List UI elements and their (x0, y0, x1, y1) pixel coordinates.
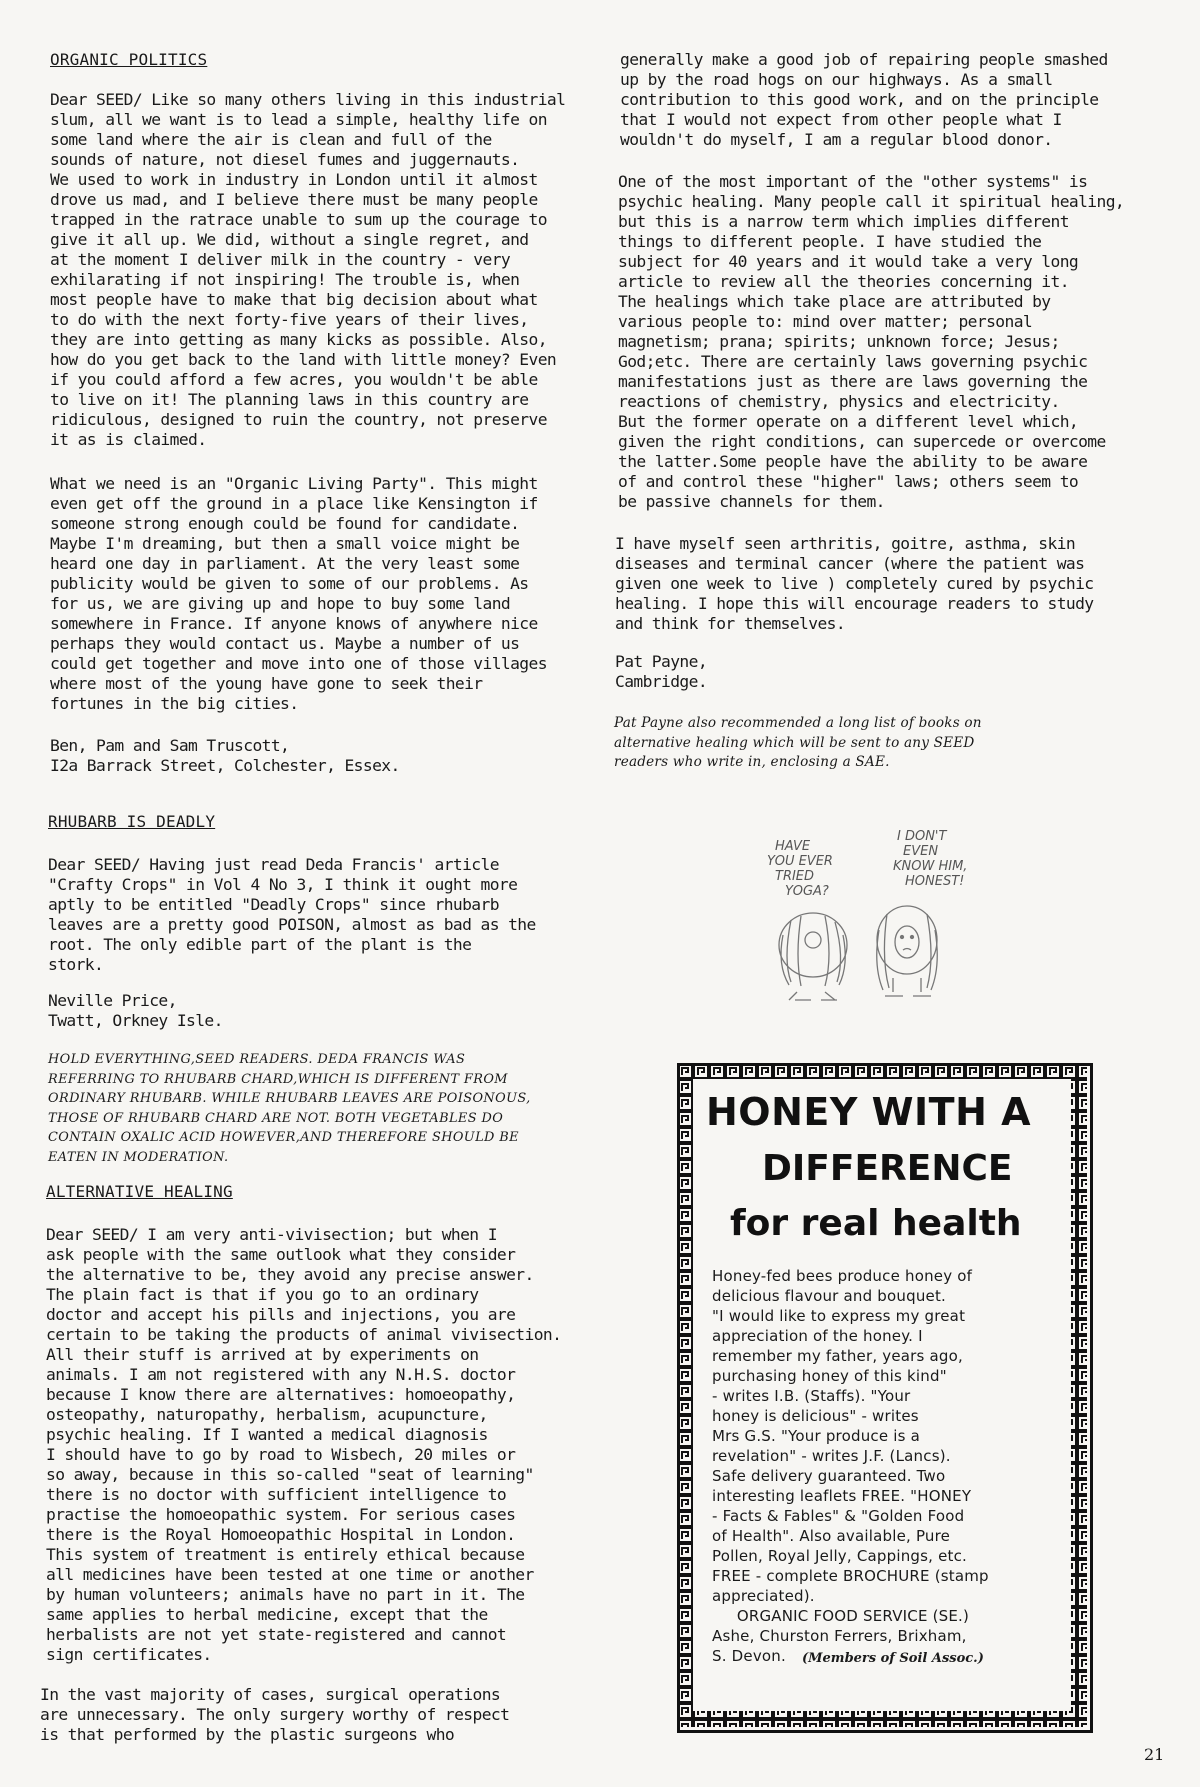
alternative-healing-para-2 (40, 1685, 509, 1745)
text-line: for us, we are giving up and hope to buy some land (50, 594, 511, 613)
rhubarb-signature (48, 991, 223, 1031)
text-line: at the moment I deliver milk in the country - very (50, 250, 511, 269)
text-line: THOSE OF RHUBARB CHARD ARE NOT. BOTH VEGETABLES DO (48, 1110, 504, 1126)
text-line: Twatt, Orkney Isle. (48, 1011, 223, 1030)
pat-payne-signature (615, 652, 707, 692)
bubble-right-line-4: HONEST! (905, 874, 965, 889)
text-line: it as is claimed. (50, 430, 207, 449)
text-line: of Health". Also available, Pure (712, 1527, 951, 1545)
text-line: But the former operate on a different level which, (618, 412, 1079, 431)
text-line: appreciated). (712, 1587, 815, 1605)
rhubarb-editor-note (48, 1050, 531, 1167)
text-line: honey is delicious" - writes (712, 1407, 919, 1425)
organic-politics-para-2 (50, 474, 547, 714)
text-line: there is no doctor with sufficient intelligence to (46, 1485, 507, 1504)
text-line: wouldn't do myself, I am a regular blood donor. (620, 130, 1053, 149)
text-line: sign certificates. (46, 1645, 212, 1664)
cartoon-figure-left (779, 913, 847, 1000)
text-line: by human volunteers; animals have no part in it. The (46, 1585, 525, 1604)
text-line: are unnecessary. The only surgery worthy of respect (40, 1705, 510, 1724)
text-line: The healings which take place are attributed by (618, 292, 1051, 311)
text-line: ORDINARY RHUBARB. WHILE RHUBARB LEAVES ARE POISONOUS, (48, 1091, 531, 1106)
text-line: given the right conditions, can supercede or overcome (618, 432, 1106, 451)
text-line: somewhere in France. If anyone knows of anywhere nice (50, 614, 538, 633)
text-line: ORGANIC FOOD SERVICE (SE.) (712, 1607, 970, 1625)
text-line: healing. I hope this will encourage readers to study (615, 594, 1094, 613)
text-line: Cambridge. (615, 672, 708, 691)
text-line: is that performed by the plastic surgeons who (40, 1725, 455, 1744)
text-line: magnetism; prana; spirits; unknown force; Jesus; (618, 332, 1060, 351)
text-line: FREE - complete BROCHURE (stamp (712, 1567, 989, 1585)
text-line: of and control these "higher" laws; others seem to (618, 472, 1079, 491)
advert-members-note: (Members of Soil Assoc.) (802, 1651, 984, 1666)
organic-politics-para-1 (50, 90, 565, 450)
text-line: publicity would be given to some of our problems. As (50, 574, 529, 593)
text-line: Neville Price, (48, 991, 177, 1010)
text-line: and think for themselves. (615, 614, 846, 633)
advert-title-2: DIFFERENCE (762, 1148, 1013, 1189)
alternative-healing-heading: ALTERNATIVE HEALING (46, 1182, 233, 1201)
rhubarb-para (48, 855, 536, 975)
text-line: reactions of chemistry, physics and electricity. (618, 392, 1060, 411)
text-line: alternative healing which will be sent to any SEED (614, 734, 975, 751)
text-line: All their stuff is arrived at by experiments on (46, 1345, 479, 1364)
text-line: Safe delivery guaranteed. Two (712, 1467, 946, 1485)
text-line: Mrs G.S. "Your produce is a (712, 1427, 920, 1445)
text-line: but this is a narrow term which implies different (618, 212, 1069, 231)
text-line: REFERRING TO RHUBARB CHARD,WHICH IS DIFFERENT FROM (48, 1071, 508, 1087)
text-line: they are into getting as many kicks as possible. Also, (50, 330, 547, 349)
text-line: psychic healing. Many people call it spiritual healing, (618, 192, 1125, 211)
text-line: Ben, Pam and Sam Truscott, (50, 736, 290, 755)
text-line: some land where the air is clean and full of the (50, 130, 492, 149)
text-line: purchasing honey of this kind" (712, 1367, 947, 1385)
text-line: herbalists are not yet state-registered and cannot (46, 1625, 507, 1644)
text-line: "I would like to express my great (712, 1307, 966, 1325)
text-line: Honey-fed bees produce honey of (712, 1267, 973, 1285)
text-line: certain to be taking the products of animal vivisection. (46, 1325, 562, 1344)
text-line: same applies to herbal medicine, except that the (46, 1605, 488, 1624)
text-line: Maybe I'm dreaming, but then a small voice might be (50, 534, 520, 553)
text-line: delicious flavour and bouquet. (712, 1287, 947, 1305)
text-line: Pat Payne, (615, 652, 708, 671)
text-line: diseases and terminal cancer (where the patient was (615, 554, 1085, 573)
speech-right (893, 829, 967, 889)
text-line: interesting leaflets FREE. "HONEY (712, 1487, 972, 1505)
text-line: aptly to be entitled "Deadly Crops" since rhubarb (48, 895, 499, 914)
text-line: Pollen, Royal Jelly, Cappings, etc. (712, 1547, 968, 1565)
text-line: revelation" - writes J.F. (Lancs). (712, 1447, 951, 1465)
text-line: What we need is an "Organic Living Party". This might (50, 474, 538, 493)
text-line: there is the Royal Homoeopathic Hospital in London. (46, 1525, 516, 1544)
rhubarb-heading: RHUBARB IS DEADLY (48, 812, 216, 831)
bubble-right-line-2: EVEN (903, 844, 939, 859)
bubble-right-line-1: I DON'T (897, 829, 947, 844)
text-line: drove us mad, and I believe there must be many people (50, 190, 538, 209)
speech-left (767, 839, 833, 899)
text-line: most people have to make that big decision about what (50, 290, 538, 309)
text-line: manifestations just as there are laws governing the (618, 372, 1088, 391)
text-line: slum, all we want is to lead a simple, healthy life on (50, 110, 547, 129)
text-line: Dear SEED/ I am very anti-vivisection; but when I (46, 1225, 497, 1244)
text-line: be passive channels for them. (618, 492, 885, 511)
cures-para (615, 534, 1094, 634)
bubble-left-line-4: YOGA? (785, 884, 829, 899)
text-line: to do with the next forty-five years of their lives, (50, 310, 529, 329)
bubble-left-line-1: HAVE (775, 839, 811, 854)
text-line: ask people with the same outlook what they consider (46, 1245, 516, 1264)
text-line: the latter.Some people have the ability to be aware (618, 452, 1088, 471)
page-number: 21 (1144, 1745, 1165, 1764)
text-line: This system of treatment is entirely ethical because (46, 1545, 525, 1564)
text-line: - writes I.B. (Staffs). "Your (712, 1387, 911, 1405)
bubble-left-line-2: YOU EVER (767, 854, 833, 869)
text-line: fortunes in the big cities. (50, 694, 299, 713)
psychic-healing-para (618, 172, 1124, 512)
text-line: EATEN IN MODERATION. (48, 1149, 229, 1165)
text-line: up by the road hogs on our highways. As a small (620, 70, 1053, 89)
text-line: Pat Payne also recommended a long list of books on (614, 715, 982, 731)
text-line: God;etc. There are certainly laws governing psychic (618, 352, 1088, 371)
text-line: the alternative to be, they avoid any precise answer. (46, 1265, 534, 1284)
text-line: even get off the ground in a place like Kensington if (50, 494, 538, 513)
text-line: to live on it! The planning laws in this country are (50, 390, 529, 409)
text-line: HOLD EVERYTHING,SEED READERS. DEDA FRANCIS WAS (48, 1052, 466, 1067)
text-line: I have myself seen arthritis, goitre, asthma, skin (615, 534, 1076, 553)
text-line: osteopathy, naturopathy, herbalism, acupuncture, (46, 1405, 488, 1424)
text-line: I2a Barrack Street, Colchester, Essex. (50, 756, 400, 775)
text-line: stork. (48, 955, 104, 974)
advert-title-1: HONEY WITH A (706, 1090, 1032, 1134)
text-line: perhaps they would contact us. Maybe a number of us (50, 634, 520, 653)
text-line: The plain fact is that if you go to an ordinary (46, 1285, 479, 1304)
text-line: - Facts & Fables" & "Golden Food (712, 1507, 965, 1525)
text-line: that I would not expect from other people what I (620, 110, 1062, 129)
text-line: Dear SEED/ Like so many others living in this industrial (50, 90, 566, 109)
text-line: if you could afford a few acres, you wouldn't be able (50, 370, 538, 389)
cartoon-figure-right (877, 906, 938, 996)
text-line: because I know there are alternatives: homoeopathy, (46, 1385, 516, 1404)
text-line: where most of the young have gone to seek their (50, 674, 483, 693)
text-line: exhilarating if not inspiring! The trouble is, when (50, 270, 520, 289)
text-line: ridiculous, designed to ruin the country, not preserve (50, 410, 547, 429)
text-line: CONTAIN OXALIC ACID HOWEVER,AND THEREFORE SHOULD BE (48, 1130, 519, 1145)
text-line: Dear SEED/ Having just read Deda Francis' article (48, 855, 499, 874)
text-line: subject for 40 years and it would take a very long (618, 252, 1079, 271)
text-line: Ashe, Churston Ferrers, Brixham, (712, 1627, 967, 1645)
alternative-healing-para-1 (46, 1225, 561, 1665)
yoga-cartoon (725, 820, 1025, 1020)
text-line: We used to work in industry in London until it almost (50, 170, 538, 189)
text-line: animals. I am not registered with any N.H.S. doctor (46, 1365, 516, 1384)
text-line: S. Devon. (712, 1647, 786, 1665)
text-line: give it all up. We did, without a single regret, and (50, 230, 529, 249)
text-line: leaves are a pretty good POISON, almost as bad as the (48, 915, 536, 934)
text-line: article to review all the theories concerning it. (618, 272, 1069, 291)
bubble-left-line-3: TRIED (775, 869, 815, 884)
text-line: One of the most important of the "other systems" is (618, 172, 1088, 191)
text-line: In the vast majority of cases, surgical operations (40, 1685, 501, 1704)
text-line: remember my father, years ago, (712, 1347, 963, 1365)
pat-payne-note (614, 714, 982, 773)
bubble-right-line-3: KNOW HIM, (893, 859, 968, 874)
text-line: how do you get back to the land with little money? Even (50, 350, 557, 369)
advert-title-3: for real health (730, 1203, 1022, 1244)
text-line: psychic healing. If I wanted a medical diagnosis (46, 1425, 488, 1444)
text-line: contribution to this good work, and on the principle (620, 90, 1099, 109)
organic-politics-signature (50, 736, 400, 776)
text-line: practise the homoeopathic system. For serious cases (46, 1505, 516, 1524)
text-line: so away, because in this so-called "seat of learning" (46, 1465, 534, 1484)
text-line: someone strong enough could be found for candidate. (50, 514, 520, 533)
healing-continuation (620, 50, 1108, 150)
text-line: readers who write in, enclosing a SAE. (614, 754, 890, 770)
text-line: appreciation of the honey. I (712, 1327, 923, 1345)
text-line: I should have to go by road to Wisbech, 20 miles or (46, 1445, 516, 1464)
text-line: doctor and accept his pills and injections, you are (46, 1305, 516, 1324)
text-line: generally make a good job of repairing people smashed (620, 50, 1108, 69)
advert-body (712, 1266, 1052, 1666)
text-line: all medicines have been tested at one time or another (46, 1565, 534, 1584)
text-line: sounds of nature, not diesel fumes and juggernauts. (50, 150, 520, 169)
text-line: heard one day in parliament. At the very least some (50, 554, 520, 573)
honey-advert (677, 1063, 1093, 1733)
organic-politics-heading: ORGANIC POLITICS (50, 50, 208, 69)
text-line: "Crafty Crops" in Vol 4 No 3, I think it ought more (48, 875, 518, 894)
text-line: could get together and move into one of those villages (50, 654, 547, 673)
text-line: various people to: mind over matter; personal (618, 312, 1033, 331)
text-line: given one week to live ) completely cured by psychic (615, 574, 1094, 593)
text-line: trapped in the ratrace unable to sum up the courage to (50, 210, 547, 229)
text-line: things to different people. I have studied the (618, 232, 1042, 251)
text-line: root. The only edible part of the plant is the (48, 935, 472, 954)
